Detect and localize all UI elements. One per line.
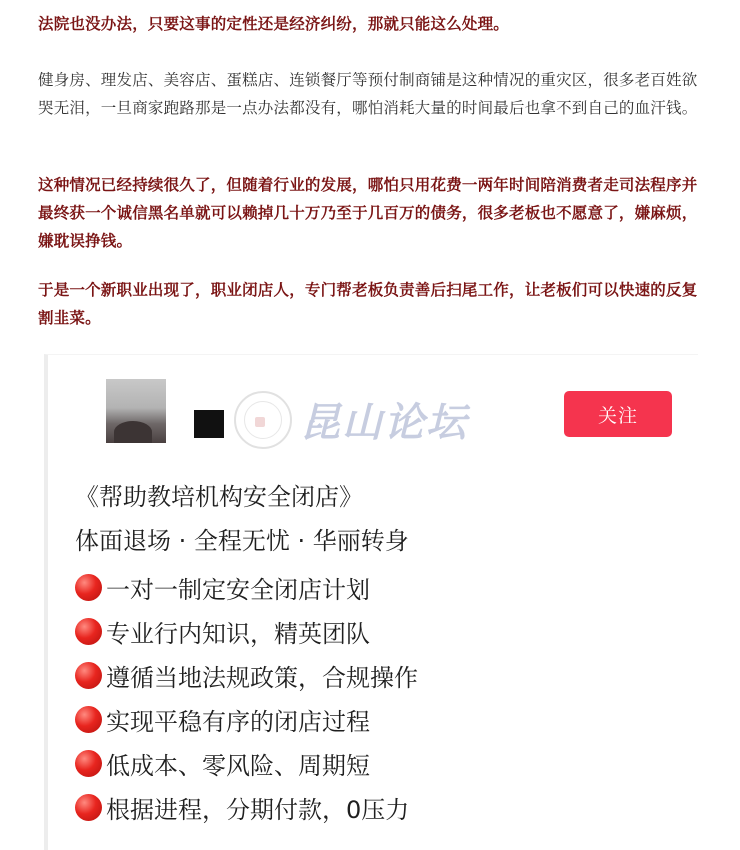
list-item xyxy=(75,609,418,653)
red-circle-icon xyxy=(75,794,102,821)
service-list xyxy=(75,565,418,829)
red-circle-icon xyxy=(75,750,102,777)
watermark-seal-icon xyxy=(234,391,292,449)
red-circle-icon xyxy=(75,706,102,733)
list-item xyxy=(75,565,418,609)
red-circle-icon xyxy=(75,662,102,689)
article-paragraph: 健身房、理发店、美容店、蛋糕店、连锁餐厅等预付制商铺是这种情况的重灾区，很多老百姓欲哭无泪，一旦商家跑路那是一点办法都没有，哪怕消耗大量的时间最后也拿不到自己的血汗钱。 xyxy=(38,71,698,117)
red-circle-icon xyxy=(75,574,102,601)
list-item xyxy=(75,785,418,829)
list-item xyxy=(75,697,418,741)
list-item-text: 根据进程，分期付款，0压力 xyxy=(106,795,410,824)
post-title: 《帮助教培机构安全闭店》 xyxy=(75,483,363,511)
post-subtitle: 体面退场 · 全程无忧 · 华丽转身 xyxy=(75,527,409,555)
follow-button[interactable]: 关注 xyxy=(564,391,672,437)
list-item-text: 遵循当地法规政策，合规操作 xyxy=(106,663,418,692)
embedded-post-screenshot xyxy=(44,354,698,850)
article-paragraph: 法院也没办法，只要这事的定性还是经济纠纷，那就只能这么处理。 xyxy=(38,15,510,33)
list-item-text: 实现平稳有序的闭店过程 xyxy=(106,707,370,736)
red-circle-icon xyxy=(75,618,102,645)
list-item xyxy=(75,741,418,785)
forum-watermark xyxy=(234,385,524,455)
article-paragraph: 于是一个新职业出现了，职业闭店人，专门帮老板负责善后扫尾工作，让老板们可以快速的反复割韭菜。 xyxy=(38,281,698,327)
list-item xyxy=(75,653,418,697)
watermark-text: 昆山论坛 xyxy=(300,399,468,446)
list-item-text: 一对一制定安全闭店计划 xyxy=(106,575,370,604)
avatar[interactable] xyxy=(106,379,166,443)
article-paragraph: 这种情况已经持续很久了，但随着行业的发展，哪怕只用花费一两年时间陪消费者走司法程序并最终获一个诚信黑名单就可以赖掉几十万乃至于几百万的债务，很多老板也不愿意了，嫌麻烦，嫌耽误挣钱。 xyxy=(38,176,698,250)
redacted-username xyxy=(194,410,224,438)
list-item-text: 专业行内知识，精英团队 xyxy=(106,619,370,648)
list-item-text: 低成本、零风险、周期短 xyxy=(106,751,370,780)
